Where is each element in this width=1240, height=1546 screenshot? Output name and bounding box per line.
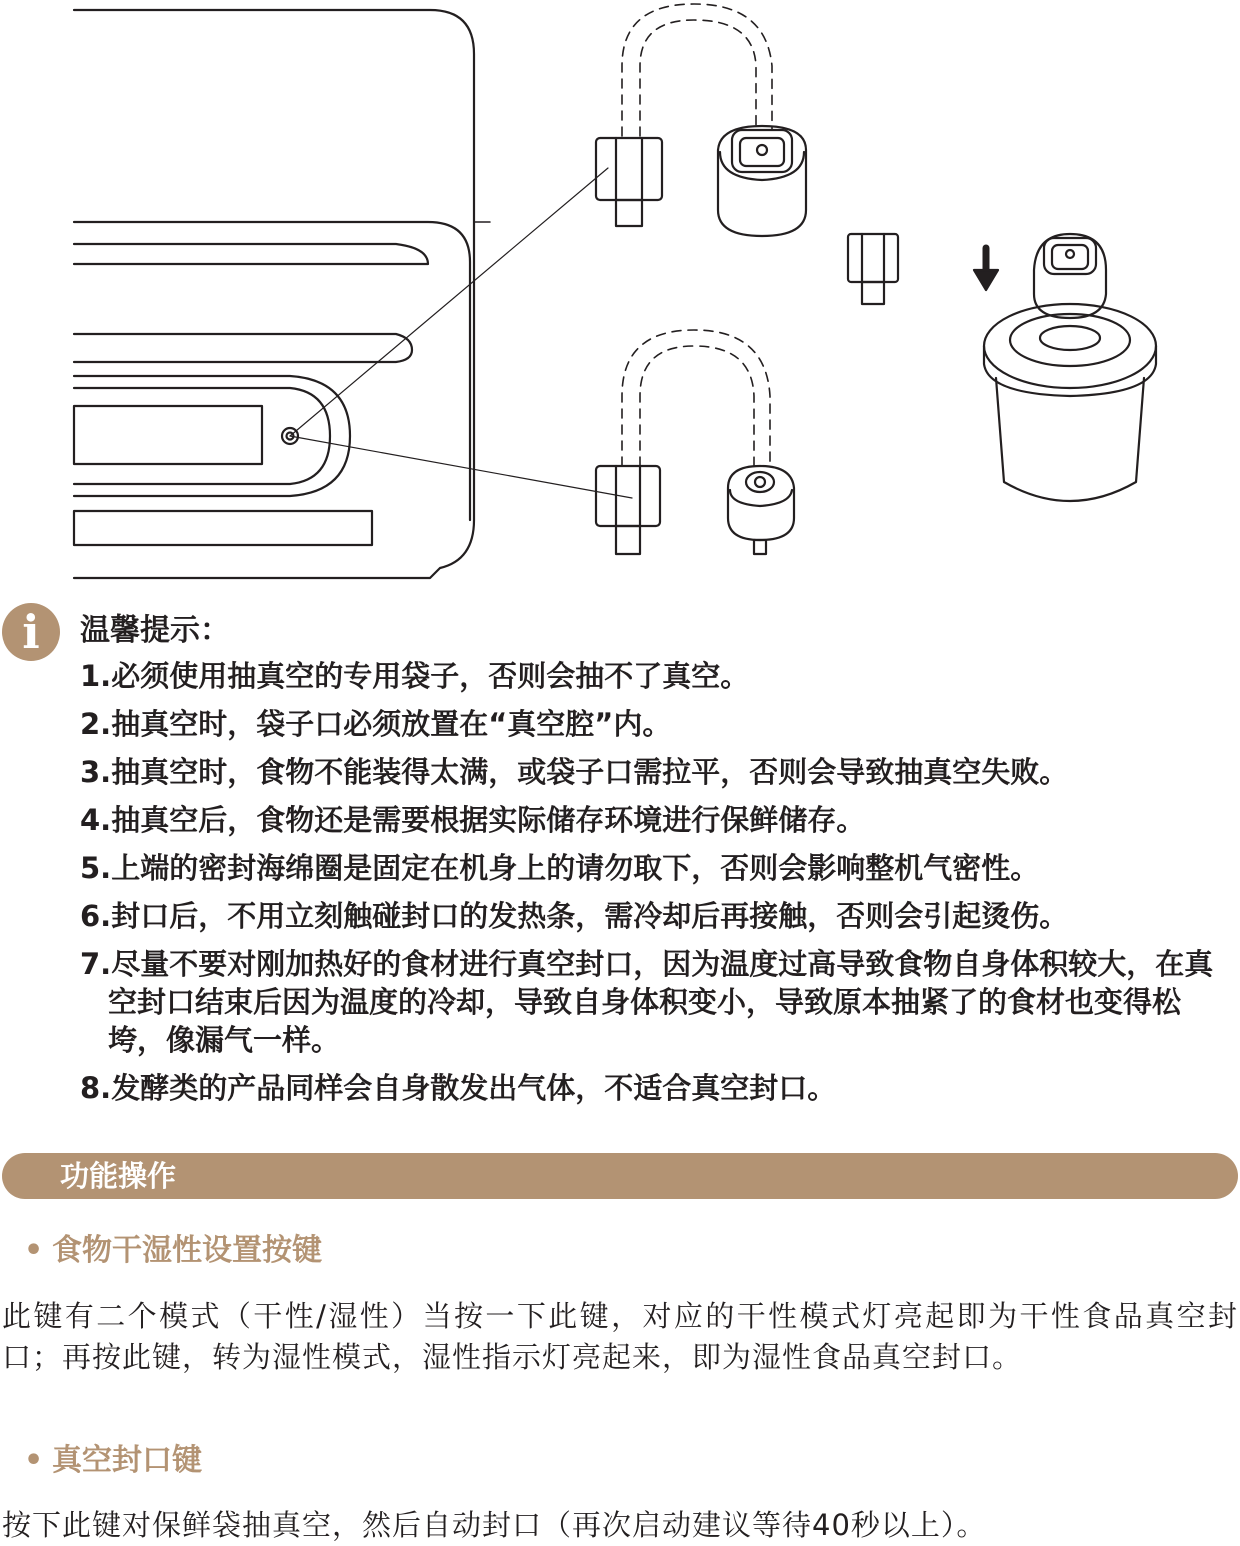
bullet-icon: • (24, 1443, 44, 1478)
vacuum-port-illustration (0, 0, 1240, 590)
down-arrow-icon (974, 248, 998, 290)
tip-item: 5.上端的密封海绵圈是固定在机身上的请勿取下，否则会影响整机气密性。 (80, 851, 1040, 885)
tip-item: 3.抽真空时，食物不能装得太满，或袋子口需拉平，否则会导致抽真空失败。 (80, 755, 1069, 789)
tips-title: 温馨提示： (80, 613, 230, 648)
feature-heading-text: 食物干湿性设置按键 (52, 1233, 322, 1268)
sealer-machine-drawing (74, 10, 490, 578)
info-icon: i (2, 603, 60, 661)
feature-heading-dry-wet (24, 1229, 322, 1273)
bottom-hose-adapter-drawing (596, 330, 794, 554)
tip-item: 7.尽量不要对刚加热好的食材进行真空封口，因为温度过高导致食物自身体积较大，在真空封口结束后因为温度的冷却，导致自身体积变小，导致原本抽紧了的食材也变得松垮，像漏气一样。 (80, 947, 1214, 1057)
tip-item: 4.抽真空后，食物还是需要根据实际储存环境进行保鲜储存。 (80, 803, 866, 837)
tip-item: 2.抽真空时，袋子口必须放置在“真空腔”内。 (80, 707, 672, 741)
tip-item: 6.封口后，不用立刻触碰封口的发热条，需冷却后再接触，否则会引起烫伤。 (80, 899, 1069, 933)
bullet-icon: • (24, 1233, 44, 1268)
feature-description-dry-wet: 此键有二个模式（干性/湿性）当按一下此键，对应的干性模式灯亮起即为干性食品真空封口；再按此键，转为湿性模式，湿性指示灯亮起来，即为湿性食品真空封口。 (2, 1299, 1238, 1374)
feature-heading-vacuum-seal (24, 1439, 202, 1483)
tips-list (80, 657, 1220, 1117)
section-title: 功能操作 (60, 1159, 177, 1193)
tip-item: 8.发酵类的产品同样会自身散发出气体，不适合真空封口。 (80, 1071, 837, 1105)
tip-item: 1.必须使用抽真空的专用袋子，否则会抽不了真空。 (80, 659, 750, 693)
vacuum-canister-drawing (984, 234, 1156, 501)
loose-adapter-drawing (848, 234, 898, 304)
section-header-bar (2, 1153, 1238, 1199)
feature-description-vacuum-seal: 按下此键对保鲜袋抽真空，然后自动封口（再次启动建议等待40秒以上）。 (2, 1508, 987, 1542)
feature-heading-text: 真空封口键 (52, 1443, 202, 1478)
top-hose-adapter-drawing (596, 4, 806, 236)
